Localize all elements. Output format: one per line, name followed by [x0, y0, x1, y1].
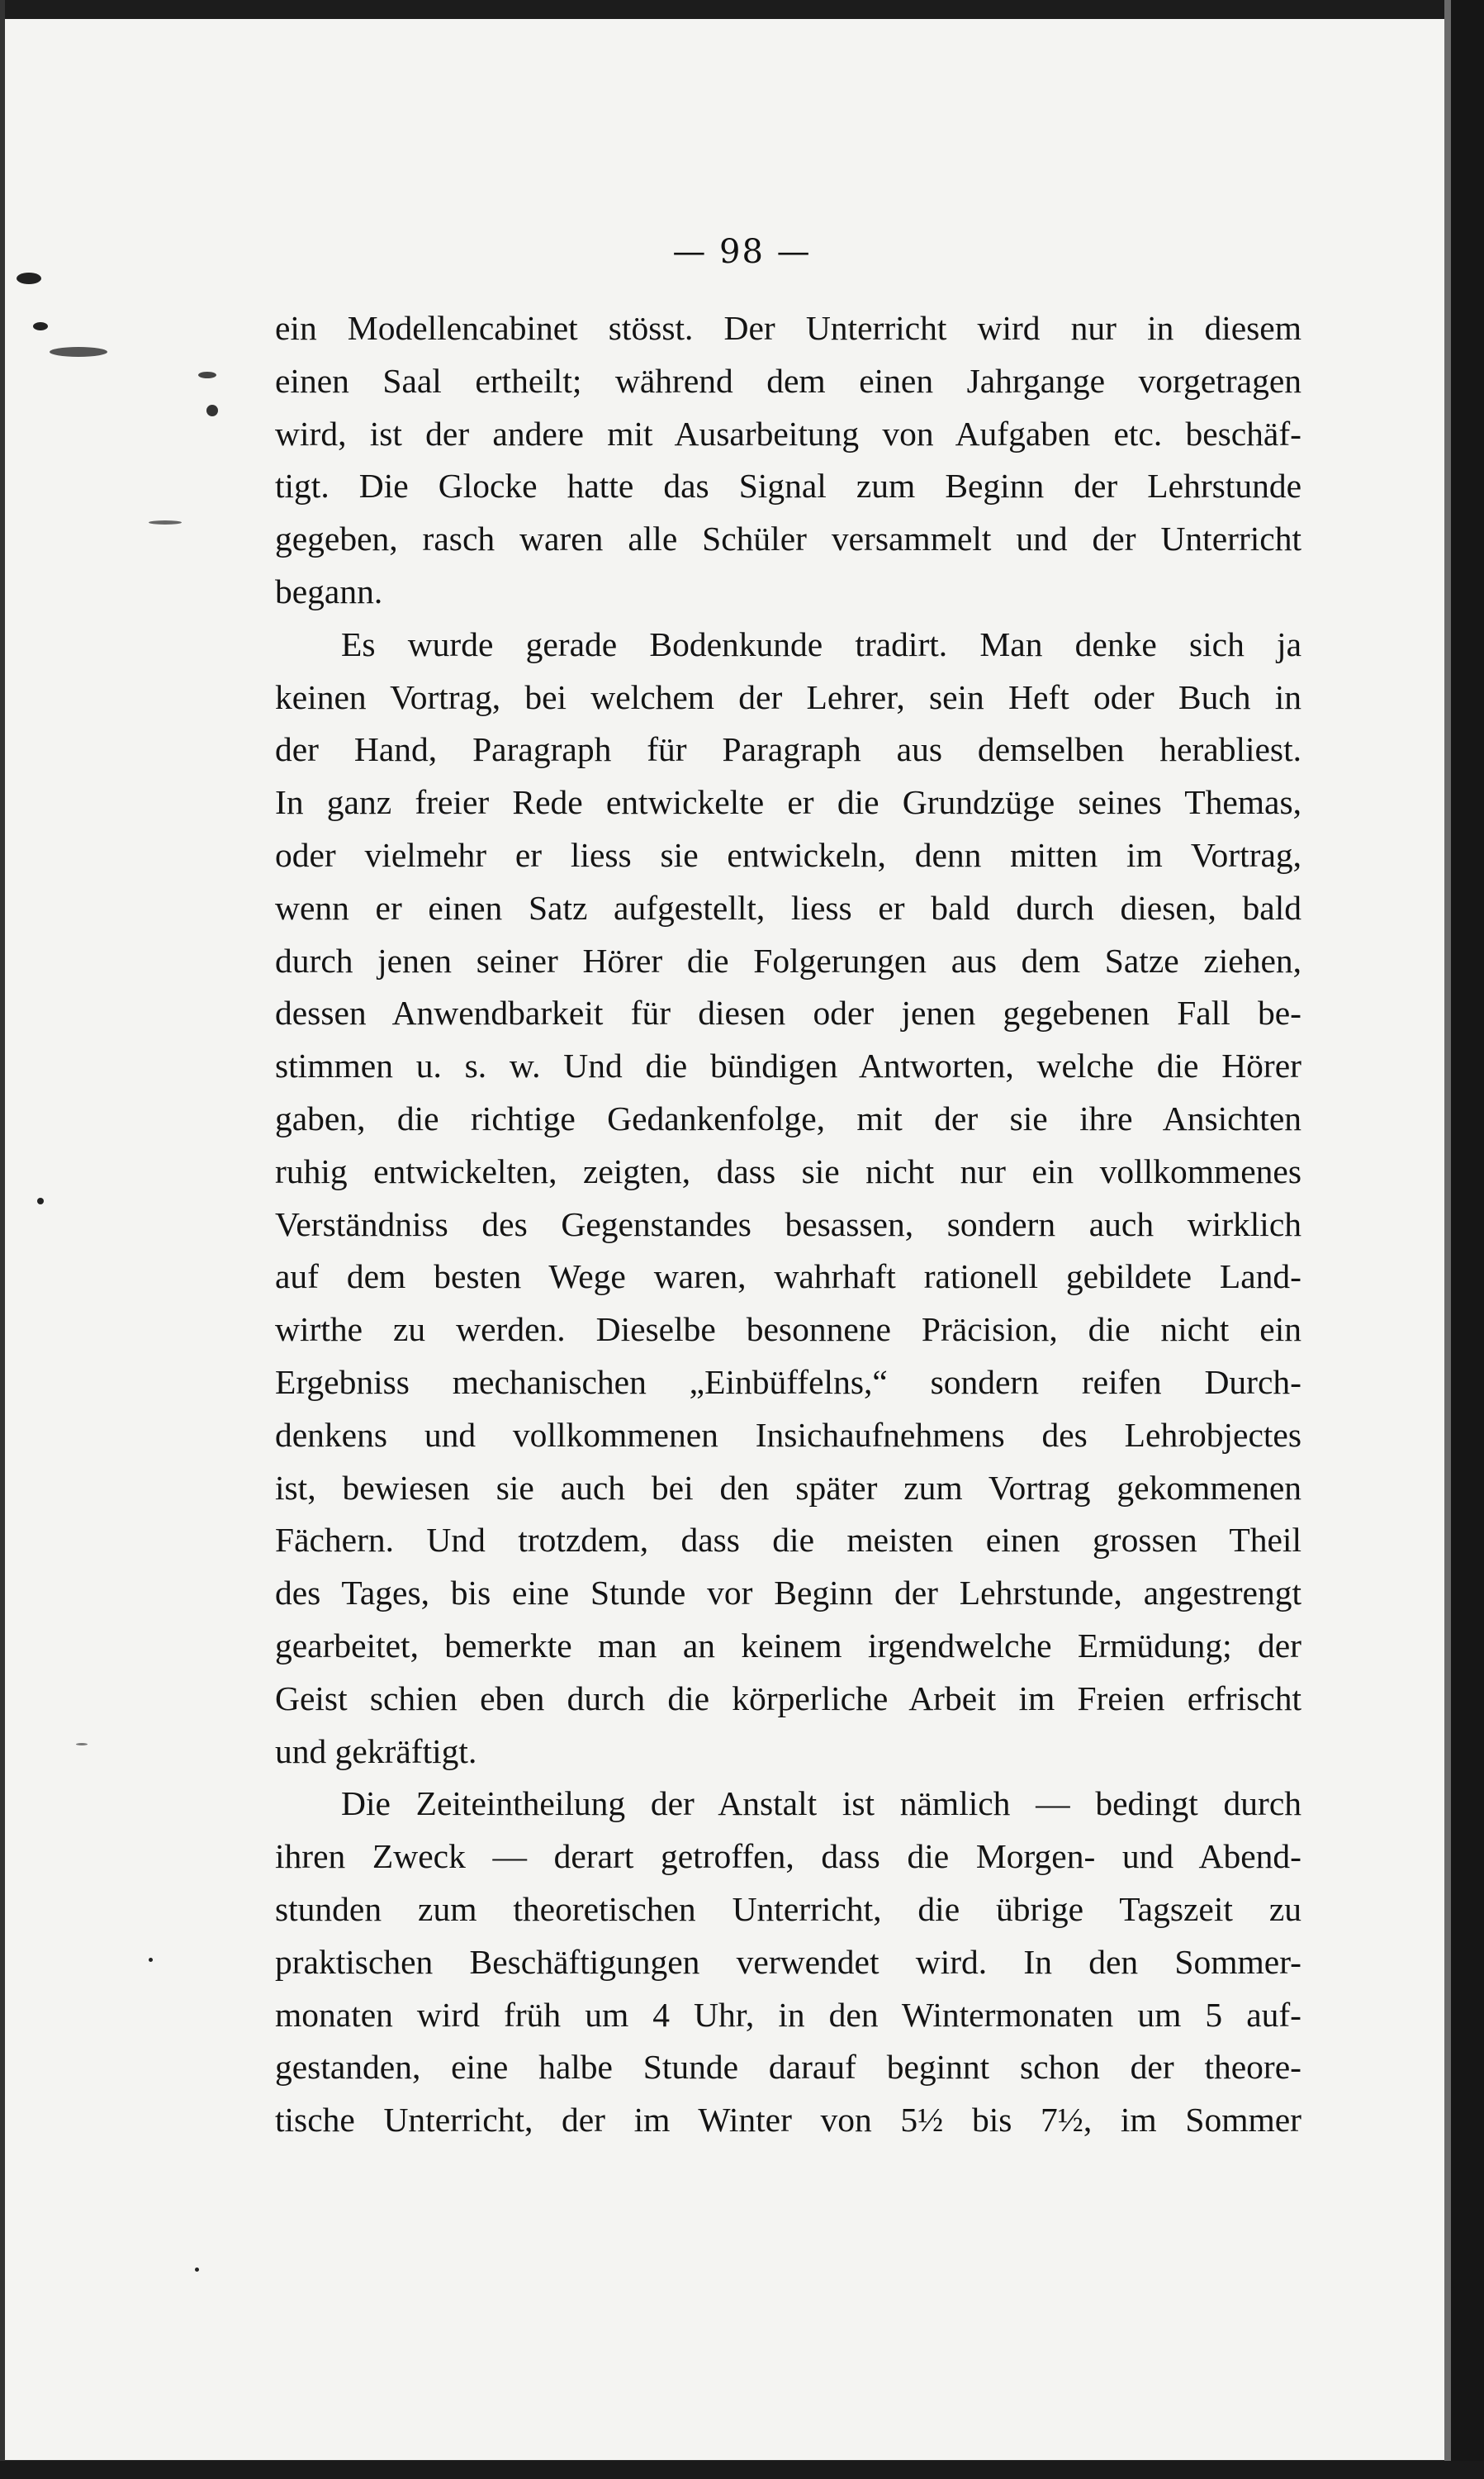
- paragraph: [275, 302, 1301, 619]
- text-line: gaben, die richtige Gedankenfolge, mit der sie ihre Ansichten: [275, 1099, 1301, 1137]
- scan-speck: [33, 322, 48, 330]
- text-line: denkens und vollkommenen Insichaufnehmens des Lehrobjectes: [275, 1415, 1301, 1454]
- text-line: einen Saal ertheilt; während dem einen Jahrgange vorgetragen: [275, 361, 1301, 400]
- text-line: Es wurde gerade Bodenkunde tradirt. Man denke sich ja: [341, 624, 1301, 663]
- text-line: stunden zum theoretischen Unterricht, die übrige Tagszeit zu: [275, 1889, 1301, 1928]
- text-line: Fächern. Und trotzdem, dass die meisten einen grossen Theil: [275, 1521, 1301, 1560]
- scan-speck: [149, 1958, 153, 1962]
- text-line: gearbeitet, bemerkte man an keinem irgendwelche Ermüdung; der: [275, 1626, 1301, 1665]
- text-line: durch jenen seiner Hörer die Folgerungen aus dem Satze ziehen,: [275, 941, 1301, 980]
- text-line: Ergebniss mechanischen „Einbüffelns,“ sondern reifen Durch-: [275, 1362, 1301, 1401]
- text-line: Verständniss des Gegenstandes besassen, sondern auch wirklich: [275, 1204, 1301, 1243]
- text-line: tigt. Die Glocke hatte das Signal zum Beginn der Lehrstunde: [275, 467, 1301, 506]
- text-line: ein Modellencabinet stösst. Der Unterricht wird nur in diesem: [275, 309, 1301, 347]
- text-line: Die Zeiteintheilung der Anstalt ist nämlich — bedingt durch: [341, 1784, 1301, 1823]
- text-line: der Hand, Paragraph für Paragraph aus demselben herabliest.: [275, 730, 1301, 769]
- text-line: wird, ist der andere mit Ausarbeitung von Aufgaben etc. beschäf-: [275, 414, 1301, 453]
- text-line: gestanden, eine halbe Stunde darauf beginnt schon der theore-: [275, 2048, 1301, 2087]
- text-line: oder vielmehr er liess sie entwickeln, denn mitten im Vortrag,: [275, 835, 1301, 874]
- text-line: monaten wird früh um 4 Uhr, in den Wintermonaten um 5 auf-: [275, 1995, 1301, 2034]
- paragraph: [275, 619, 1301, 1779]
- text-line: begann.: [275, 572, 383, 610]
- text-line: Geist schien eben durch die körperliche Arbeit im Freien erfrischt: [275, 1679, 1301, 1717]
- text-line: ruhig entwickelten, zeigten, dass sie nicht nur ein vollkommenes: [275, 1152, 1301, 1190]
- scan-speck: [76, 1743, 88, 1745]
- text-line: ist, bewiesen sie auch bei den später zum Vortrag gekommenen: [275, 1468, 1301, 1507]
- text-line: gegeben, rasch waren alle Schüler versammelt und der Unterricht: [275, 520, 1301, 558]
- text-line: des Tages, bis eine Stunde vor Beginn der Lehrstunde, angestrengt: [275, 1574, 1301, 1612]
- text-line: keinen Vortrag, bei welchem der Lehrer, sein Heft oder Buch in: [275, 677, 1301, 716]
- text-line: praktischen Beschäftigungen verwendet wird. In den Sommer-: [275, 1942, 1301, 1981]
- text-line: In ganz freier Rede entwickelte er die Grundzüge seines Themas,: [275, 783, 1301, 822]
- body-text: [275, 302, 1301, 2147]
- text-line: tische Unterricht, der im Winter von 5½ bis 7½, im Sommer: [275, 2101, 1301, 2139]
- text-line: ihren Zweck — derart getroffen, dass die Morgen- und Abend-: [275, 1837, 1301, 1876]
- scan-edge-left: [0, 0, 5, 2479]
- scan-edge-right: [1449, 0, 1484, 2479]
- text-line: stimmen u. s. w. Und die bündigen Antworten, welche die Hörer: [275, 1047, 1301, 1085]
- text-line: wirthe zu werden. Dieselbe besonnene Präcision, die nicht ein: [275, 1310, 1301, 1349]
- text-line: wenn er einen Satz aufgestellt, liess er bald durch diesen, bald: [275, 888, 1301, 927]
- paragraph: [275, 1778, 1301, 2147]
- scan-edge-bottom: [0, 2461, 1484, 2479]
- page-number: — 98 —: [672, 233, 812, 271]
- scan-speck: [149, 520, 182, 525]
- scan-speck: [206, 405, 218, 416]
- scan-speck: [198, 372, 216, 378]
- scan-edge-top: [0, 0, 1484, 19]
- scan-speck: [195, 2268, 199, 2272]
- scan-speck: [37, 1198, 44, 1204]
- text-line: und gekräftigt.: [275, 1731, 477, 1770]
- text-line: auf dem besten Wege waren, wahrhaft rationell gebildete Land-: [275, 1257, 1301, 1296]
- scan-speck: [50, 347, 107, 357]
- text-line: dessen Anwendbarkeit für diesen oder jenen gegebenen Fall be-: [275, 994, 1301, 1033]
- scan-speck: [17, 273, 41, 284]
